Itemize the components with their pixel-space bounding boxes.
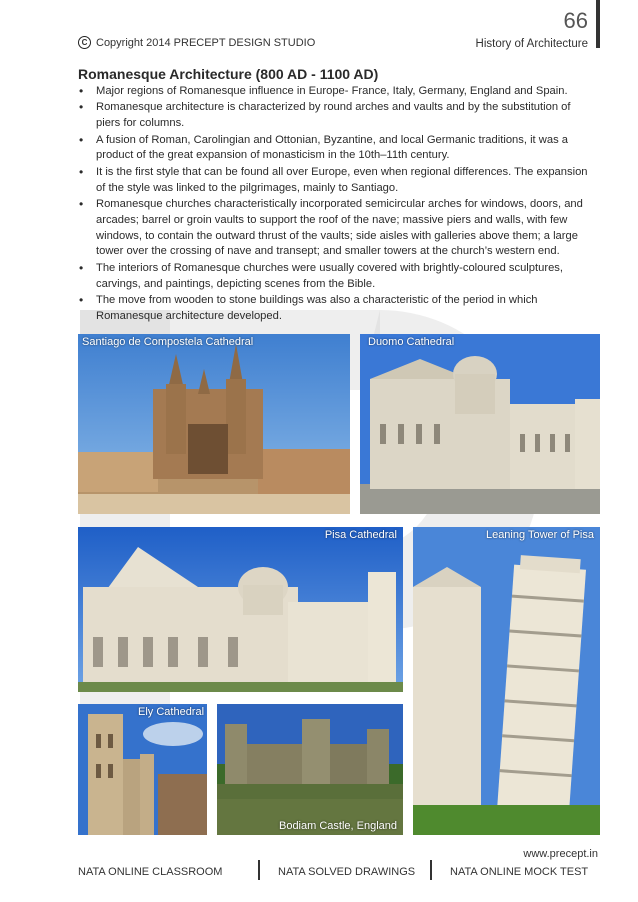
copyright-icon: C [78, 36, 91, 49]
bullet-list [78, 84, 593, 325]
bullet-item: • The interiors of Romanesque churches were usually covered with brightly-coloured sculptures, carvings, and paintings, depicting scenes from the Bible. [78, 261, 593, 293]
photo-caption: Pisa Cathedral [324, 529, 397, 541]
photo-caption: Bodiam Castle, England [278, 820, 397, 832]
photo-ely-cathedral [78, 704, 207, 835]
photo-pisa-cathedral [78, 527, 403, 692]
photo-bodiam-castle [217, 704, 403, 835]
website-url[interactable]: www.precept.in [523, 848, 598, 860]
bullet-item: • A fusion of Roman, Carolingian and Ottonian, Byzantine, and local Germanic traditions, it was a product of the great expansion of monasticism in the 10th–11th century. [78, 133, 593, 165]
photo-caption: Ely Cathedral [138, 706, 205, 718]
footer [0, 866, 638, 886]
bullet-item: • Romanesque architecture is characterized by round arches and vaults and by the substitution of piers for columns. [78, 100, 593, 132]
photo-caption: Leaning Tower of Pisa [485, 529, 594, 541]
copyright-text: Copyright 2014 PRECEPT DESIGN STUDIO [96, 36, 316, 49]
photo-santiago-cathedral [78, 334, 350, 514]
copyright [78, 36, 315, 49]
bullet-item: • The move from wooden to stone buildings was also a characteristic of the period in which Romanesque architecture developed. [78, 293, 593, 325]
photo-leaning-tower [413, 527, 600, 835]
photo-caption: Santiago de Compostela Cathedral [82, 336, 254, 348]
bullet-item: • Major regions of Romanesque influence in Europe- France, Italy, Germany, England and Spain. [78, 84, 593, 100]
section-title: Romanesque Architecture (800 AD - 1100 AD) [78, 66, 379, 82]
bullet-item: • It is the first style that can be found all over Europe, even when regional differences. The expansion of the style was linked to the pilgrimages, mainly to Santiago. [78, 165, 593, 197]
footer-link-classroom[interactable]: NATA ONLINE CLASSROOM [78, 866, 223, 878]
footer-link-solved-drawings[interactable]: NATA SOLVED DRAWINGS [278, 866, 416, 878]
header-bar [596, 0, 600, 48]
footer-link-mock-test[interactable]: NATA ONLINE MOCK TEST [450, 866, 589, 878]
photo-caption: Duomo Cathedral [368, 336, 455, 348]
photo-duomo-cathedral [360, 334, 600, 514]
subject-title: History of Architecture [475, 38, 588, 50]
page-number: 66 [563, 8, 588, 33]
bullet-item: • Romanesque churches characteristically incorporated semicircular arches for windows, doors, and arcades; barrel or groin vaults to support the roof of the nave; massive piers and walls, with few windows, to contain the outward thrust of the vaults; side aisles with galleries above them; a large tower over the crossing of nave and transept; and smaller towers at the church’s western end. [78, 197, 593, 260]
